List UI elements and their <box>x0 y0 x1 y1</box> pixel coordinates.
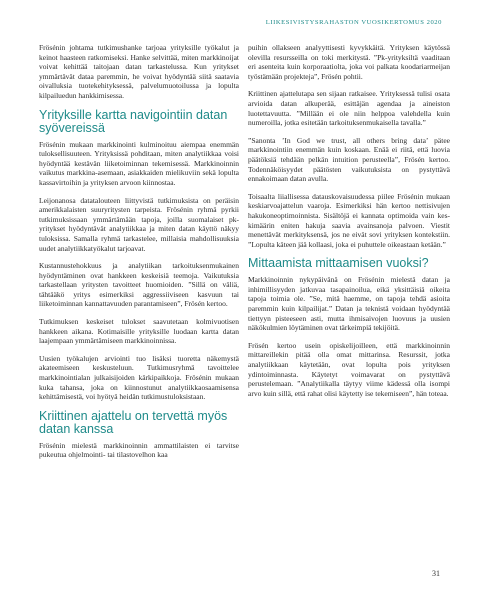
running-header: LIIKESIVISTYSRAHASTON VUOSIKERTOMUS 2020 <box>265 19 442 26</box>
section-heading: Yrityksille kartta navigointiin datan syövereissä <box>39 107 228 135</box>
body-paragraph: Kustannustehokkuus ja analytiikan tarkoituksenmukainen hyödyntäminen ovat hankkeen keskeisiä teemoja. Vaikutuksia tarkastellaan yritysten tavoitteet huomioiden. ”Sillä on väliä, tähtääkö yritys esimerkiksi aggressiiviseen kasvuun tai liiketoiminnan kannattavuuden parantamiseen”, Frösén kertoo. <box>39 261 239 309</box>
body-paragraph: Frösénin johtama tutkimushanke tarjoaa yrityksille työkalut ja keinot haasteen ratkomiseksi. Hanke selvittää, miten markkinoijat voivat kehittää taitojaan datan tarkastelussa. Kun yritykset ymmärtävät dataa paremmin, he voivat hyödyntää siitä saatavia oivalluksia tuotekehityksessä, palvelumuotoilussa ja lopulta kilpailuedun hankkimisessa. <box>39 43 239 100</box>
body-paragraph: Frösénin mukaan markkinointi kulminoituu aiempaa enemmän tuloksellisuuteen. Yrityksissä pohditaan, miten analytiikkaa voisi hyödyntää kestävän liiketoiminnan tekemisessä. Markkinoinnin vaikutus markkina-asemaan, asiakkaiden mielikuviin sekä lopulta kassavirtoihin ja yrityksen arvoon kiinnostaa. <box>39 139 239 187</box>
section-heading: Kriittinen ajattelu on tervettä myös datan kanssa <box>39 408 228 436</box>
body-paragraph: ”Sanonta ’In God we trust, all others bring data’ pätee markkinointiin enemmän kuin koskaan. Enää ei riitä, että luovia päätöksiä tehdään pelkän intuition perusteella”, Frösén kertoo. Todennäköisyydet päätösten vaikutuksista on pystyttävä ennakoimaan datan avulla. <box>248 135 450 184</box>
right-column <box>248 43 450 406</box>
body-paragraph: Leijonanosa datatalouteen liittyvistä tutkimuksista on peräisin amerikkalaisten suuryritysten tarpeista. Frösénin ryhmä pyrkii tutkimuksissaan ymmärtämään tapoja, joilla suomalaiset pk-yritykset hyödyntävät analytiikkaa ja miten datan käyttö näkyy tuloksissa. Samalla ryhmä tarkastelee, millaisia mahdollisuuksia uudet analytiikkatyökalut tarjoavat. <box>39 195 239 253</box>
page-number: 31 <box>432 569 440 578</box>
body-paragraph: puihin ollakseen analyyttisesti kyvykkäitä. Yrityksen käytössä olevilla resursseilla on toki merkitystä. ”Pk-yrityksiltä vaaditaan eri asenteita kuin korporaatiolta, joka voi palkata koodariarmeijan työstämään projekteja”, Frösén pohtii. <box>248 43 450 81</box>
body-paragraph: Frösén kertoo usein opiskelijoilleen, että markkinoinnin mittareillekin pitää olla omat mittarinsa. Resurssit, jotka analytiikkaan käytetään, ovat lopulta pois yrityksen ydintoiminnasta. Käytetyt voimavarat on pystyttävä perustelemaan. ”Analytiikalla täytyy viime kädessä olla isompi arvo kuin sillä, että rahat olisi käytetty ise tekemiseen”, hän toteaa. <box>248 340 450 398</box>
body-paragraph: Uusien työkalujen arviointi tuo lisäksi tuoretta näkemystä akateemiseen keskusteluun. Tutkimusryhmä tavoittelee markkinointialan julkaisijoiden kärkipaikkoja. Frösénin mukaan kuka tahansa, joka on kiinnostunut analytiikkaosaamisensa kehittämisestä, voi hyötyä heidän tutkimustuloksistaan. <box>39 353 239 402</box>
body-paragraph: Kriittinen ajattelutapa sen sijaan ratkaisee. Yrityksessä tulisi osata arvioida datan alkuperää, esittäjän agendaa ja aineiston luotettavuutta. ”Millään ei ole niin helppoa valehdella kuin numeroilla, jotka esitetään tarkoituksenmukaisella tavalla.” <box>248 89 450 128</box>
body-paragraph: Markkinoinnin nykypäivänä on Frösénin mielestä datan ja inhimillisyyden jatkuvaa tasapainoilua, eikä yksittäisiä oikeita tapoja toimia ole. ”Se, mitä haemme, on tapoja tehdä asioita paremmin kuin kilpailijat.” Datan ja teknistä voidaan hyödyntää tiettyyn pisteeseen asti, mutta ihmisaivojen luovuus ja uusien näkökulmien löytäminen ovat tärkeimpiä tekijöitä. <box>248 275 450 333</box>
section-heading: Mittaamista mittaamisen vuoksi? <box>248 256 429 271</box>
left-column <box>39 43 239 468</box>
body-paragraph: Tutkimuksen keskeiset tulokset saavutetaan kolmivuotisen hankkeen aikana. Kotimaisille yrityksille luodaan kartta datan laajempaan ymmärtämiseen markkinoinnissa. <box>39 317 239 346</box>
body-paragraph: Frösénin mielestä markkinoinnin ammattilaisten ei tarvitse pukeutua ohjelmointi- tai tilastovelhon kaa <box>39 440 239 460</box>
body-paragraph: Toisaalta liiallisessa datauskovaisuudessa piilee Frösénin mukaan keskiarvoajattelun vaaroja. Esimerkiksi hän kertoo nettisivujen hakukoneoptimoinnista. Sisältöjä ei kannata optimoida vain keskimäärin eniten hakuja saavia avainsanoja palvoen. Viestit menettävät merkityksensä, jos ne eivät sovi yrityksen kontekstiin. ”Lopulta käteen jää kollaasi, joka ei puhuttele oikeastaan ketään.” <box>248 191 450 249</box>
